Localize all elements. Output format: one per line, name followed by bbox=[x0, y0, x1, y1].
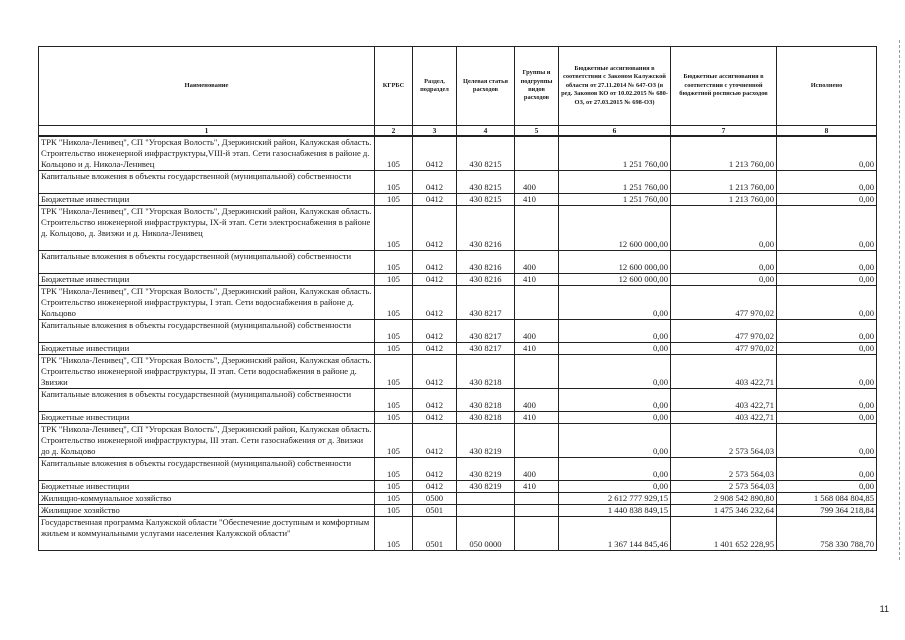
row-group bbox=[515, 505, 559, 517]
row-target: 430 8217 bbox=[457, 343, 515, 355]
row-target bbox=[457, 493, 515, 505]
row-section: 0412 bbox=[413, 481, 457, 493]
row-section: 0412 bbox=[413, 136, 457, 171]
row-section: 0412 bbox=[413, 171, 457, 194]
row-section: 0412 bbox=[413, 458, 457, 481]
row-kgrbs: 105 bbox=[375, 286, 413, 320]
row-assign-law: 1 251 760,00 bbox=[559, 194, 671, 206]
row-target: 430 8219 bbox=[457, 481, 515, 493]
row-kgrbs: 105 bbox=[375, 458, 413, 481]
row-assign-painting: 0,00 bbox=[671, 206, 777, 251]
table-row bbox=[39, 481, 877, 493]
table-row bbox=[39, 206, 877, 251]
row-assign-painting: 477 970,02 bbox=[671, 320, 777, 343]
row-target: 430 8216 bbox=[457, 206, 515, 251]
row-group: 400 bbox=[515, 251, 559, 274]
row-assign-painting: 403 422,71 bbox=[671, 355, 777, 389]
row-name: Капитальные вложения в объекты государственной (муниципальной) собственности bbox=[39, 320, 375, 343]
row-assign-painting: 0,00 bbox=[671, 251, 777, 274]
row-assign-painting: 477 970,02 bbox=[671, 343, 777, 355]
row-group: 400 bbox=[515, 171, 559, 194]
row-group: 410 bbox=[515, 343, 559, 355]
row-section: 0412 bbox=[413, 355, 457, 389]
row-kgrbs: 105 bbox=[375, 274, 413, 286]
row-assign-law: 12 600 000,00 bbox=[559, 206, 671, 251]
row-execution: 799 364 218,84 bbox=[777, 505, 877, 517]
row-name: Капитальные вложения в объекты государственной (муниципальной) собственности bbox=[39, 251, 375, 274]
row-group: 400 bbox=[515, 389, 559, 412]
row-assign-law: 0,00 bbox=[559, 481, 671, 493]
row-assign-law: 2 612 777 929,15 bbox=[559, 493, 671, 505]
row-name: Бюджетные инвестиции bbox=[39, 194, 375, 206]
row-execution: 0,00 bbox=[777, 171, 877, 194]
row-target: 430 8215 bbox=[457, 194, 515, 206]
column-number: 7 bbox=[671, 126, 777, 137]
scan-edge-mark bbox=[898, 40, 900, 560]
row-target: 050 0000 bbox=[457, 517, 515, 551]
row-execution: 0,00 bbox=[777, 424, 877, 458]
row-assign-law: 0,00 bbox=[559, 286, 671, 320]
table-row bbox=[39, 286, 877, 320]
row-target: 430 8216 bbox=[457, 274, 515, 286]
row-assign-law: 0,00 bbox=[559, 355, 671, 389]
table-row bbox=[39, 136, 877, 171]
row-kgrbs: 105 bbox=[375, 355, 413, 389]
col-header-assign-painting: Бюджетные ассигнования в соответствии с уточненной бюджетной росписью расходов bbox=[671, 47, 777, 126]
col-header-section: Раздел, подраздел bbox=[413, 47, 457, 126]
row-group: 410 bbox=[515, 194, 559, 206]
column-number: 1 bbox=[39, 126, 375, 137]
row-name: ТРК "Никола-Ленивец", СП "Угорская Волость", Дзержинский район, Калужская область. Строительство инженерной инфраструктуры, I этап. Сети водоснабжения в районе д. Кольцово bbox=[39, 286, 375, 320]
row-name: ТРК "Никола-Ленивец", СП "Угорская Волость", Дзержинский район, Калужская область. Строительство инженерной инфраструктуры, IX-й этап. Сети электроснабжения в районе д. Кольцово, д. Звизжи и д. Никола-Ленивец bbox=[39, 206, 375, 251]
row-assign-law: 0,00 bbox=[559, 458, 671, 481]
row-name: Государственная программа Калужской области "Обеспечение доступным и комфортным жильем и коммунальными услугами населения Калужской области" bbox=[39, 517, 375, 551]
row-execution: 0,00 bbox=[777, 481, 877, 493]
col-header-name: Наименование bbox=[39, 47, 375, 126]
row-execution: 0,00 bbox=[777, 389, 877, 412]
row-kgrbs: 105 bbox=[375, 194, 413, 206]
row-name: Бюджетные инвестиции bbox=[39, 343, 375, 355]
row-kgrbs: 105 bbox=[375, 424, 413, 458]
table-row bbox=[39, 343, 877, 355]
row-target: 430 8219 bbox=[457, 424, 515, 458]
row-target: 430 8217 bbox=[457, 320, 515, 343]
row-assign-painting: 2 908 542 890,80 bbox=[671, 493, 777, 505]
column-number: 6 bbox=[559, 126, 671, 137]
row-kgrbs: 105 bbox=[375, 320, 413, 343]
row-group bbox=[515, 355, 559, 389]
row-kgrbs: 105 bbox=[375, 481, 413, 493]
row-assign-painting: 477 970,02 bbox=[671, 286, 777, 320]
row-section: 0412 bbox=[413, 251, 457, 274]
row-execution: 0,00 bbox=[777, 206, 877, 251]
row-target: 430 8219 bbox=[457, 458, 515, 481]
row-group bbox=[515, 424, 559, 458]
row-execution: 758 330 788,70 bbox=[777, 517, 877, 551]
col-header-kgrbs: КГРБС bbox=[375, 47, 413, 126]
row-target: 430 8218 bbox=[457, 412, 515, 424]
row-assign-law: 12 600 000,00 bbox=[559, 274, 671, 286]
table-row bbox=[39, 389, 877, 412]
row-group bbox=[515, 206, 559, 251]
row-target: 430 8218 bbox=[457, 389, 515, 412]
row-group: 400 bbox=[515, 320, 559, 343]
row-kgrbs: 105 bbox=[375, 343, 413, 355]
row-assign-law: 0,00 bbox=[559, 412, 671, 424]
row-assign-law: 0,00 bbox=[559, 320, 671, 343]
row-kgrbs: 105 bbox=[375, 505, 413, 517]
row-assign-law: 1 440 838 849,15 bbox=[559, 505, 671, 517]
table-row bbox=[39, 274, 877, 286]
row-execution: 0,00 bbox=[777, 458, 877, 481]
column-number: 5 bbox=[515, 126, 559, 137]
table-row bbox=[39, 194, 877, 206]
row-assign-law: 1 367 144 845,46 bbox=[559, 517, 671, 551]
row-execution: 1 568 084 804,85 bbox=[777, 493, 877, 505]
row-name: ТРК "Никола-Ленивец", СП "Угорская Волость", Дзержинский район, Калужская область. Строительство инженерной инфраструктуры, III этап. Сети газоснабжения от д. Звизжи до д. Кольцово bbox=[39, 424, 375, 458]
row-section: 0412 bbox=[413, 343, 457, 355]
page-number: 11 bbox=[879, 604, 889, 614]
row-name: Бюджетные инвестиции bbox=[39, 274, 375, 286]
row-name: Капитальные вложения в объекты государственной (муниципальной) собственности bbox=[39, 389, 375, 412]
row-assign-painting: 0,00 bbox=[671, 274, 777, 286]
row-assign-painting: 2 573 564,03 bbox=[671, 458, 777, 481]
row-assign-law: 0,00 bbox=[559, 343, 671, 355]
table-row bbox=[39, 424, 877, 458]
row-name: Жилищное хозяйство bbox=[39, 505, 375, 517]
row-name: ТРК "Никола-Ленивец", СП "Угорская Волость", Дзержинский район, Калужская область. Строительство инженерной инфраструктуры, II этап. Сети водоснабжения в районе д. Звизжи bbox=[39, 355, 375, 389]
row-name: Бюджетные инвестиции bbox=[39, 481, 375, 493]
row-assign-painting: 2 573 564,03 bbox=[671, 424, 777, 458]
row-assign-painting: 1 213 760,00 bbox=[671, 194, 777, 206]
col-header-groups: Группы и подгруппы видов расходов bbox=[515, 47, 559, 126]
budget-table-sheet bbox=[38, 46, 876, 551]
row-section: 0412 bbox=[413, 194, 457, 206]
row-execution: 0,00 bbox=[777, 194, 877, 206]
header-row bbox=[39, 47, 877, 126]
row-section: 0412 bbox=[413, 412, 457, 424]
row-target: 430 8217 bbox=[457, 286, 515, 320]
row-assign-painting: 403 422,71 bbox=[671, 389, 777, 412]
row-assign-painting: 2 573 564,03 bbox=[671, 481, 777, 493]
row-execution: 0,00 bbox=[777, 355, 877, 389]
row-section: 0412 bbox=[413, 286, 457, 320]
row-section: 0412 bbox=[413, 389, 457, 412]
row-kgrbs: 105 bbox=[375, 517, 413, 551]
row-execution: 0,00 bbox=[777, 320, 877, 343]
row-section: 0412 bbox=[413, 274, 457, 286]
row-name: Капитальные вложения в объекты государственной (муниципальной) собственности bbox=[39, 171, 375, 194]
column-number-row bbox=[39, 126, 877, 137]
row-kgrbs: 105 bbox=[375, 412, 413, 424]
row-target: 430 8215 bbox=[457, 171, 515, 194]
table-row bbox=[39, 493, 877, 505]
row-execution: 0,00 bbox=[777, 286, 877, 320]
row-assign-law: 12 600 000,00 bbox=[559, 251, 671, 274]
row-kgrbs: 105 bbox=[375, 389, 413, 412]
row-kgrbs: 105 bbox=[375, 493, 413, 505]
row-kgrbs: 105 bbox=[375, 251, 413, 274]
row-assign-law: 1 251 760,00 bbox=[559, 171, 671, 194]
column-number: 4 bbox=[457, 126, 515, 137]
row-assign-painting: 403 422,71 bbox=[671, 412, 777, 424]
row-kgrbs: 105 bbox=[375, 171, 413, 194]
budget-table bbox=[38, 46, 877, 551]
row-target: 430 8218 bbox=[457, 355, 515, 389]
table-row bbox=[39, 517, 877, 551]
table-row bbox=[39, 458, 877, 481]
row-name: Бюджетные инвестиции bbox=[39, 412, 375, 424]
row-group: 410 bbox=[515, 481, 559, 493]
row-group bbox=[515, 517, 559, 551]
row-assign-painting: 1 401 652 228,95 bbox=[671, 517, 777, 551]
row-section: 0501 bbox=[413, 505, 457, 517]
row-target: 430 8215 bbox=[457, 136, 515, 171]
row-assign-law: 0,00 bbox=[559, 424, 671, 458]
column-number: 8 bbox=[777, 126, 877, 137]
table-row bbox=[39, 412, 877, 424]
row-group: 410 bbox=[515, 412, 559, 424]
row-assign-painting: 1 475 346 232,64 bbox=[671, 505, 777, 517]
table-row bbox=[39, 171, 877, 194]
row-assign-law: 0,00 bbox=[559, 389, 671, 412]
row-execution: 0,00 bbox=[777, 274, 877, 286]
column-number: 2 bbox=[375, 126, 413, 137]
row-execution: 0,00 bbox=[777, 136, 877, 171]
row-group bbox=[515, 136, 559, 171]
row-name: Жилищно-коммунальное хозяйство bbox=[39, 493, 375, 505]
col-header-target: Целевая статья расходов bbox=[457, 47, 515, 126]
row-execution: 0,00 bbox=[777, 412, 877, 424]
row-group bbox=[515, 493, 559, 505]
row-section: 0501 bbox=[413, 517, 457, 551]
row-target: 430 8216 bbox=[457, 251, 515, 274]
row-section: 0412 bbox=[413, 424, 457, 458]
row-assign-painting: 1 213 760,00 bbox=[671, 136, 777, 171]
col-header-execution: Исполнено bbox=[777, 47, 877, 126]
row-execution: 0,00 bbox=[777, 251, 877, 274]
row-section: 0500 bbox=[413, 493, 457, 505]
row-execution: 0,00 bbox=[777, 343, 877, 355]
table-row bbox=[39, 505, 877, 517]
row-group bbox=[515, 286, 559, 320]
row-kgrbs: 105 bbox=[375, 206, 413, 251]
row-name: Капитальные вложения в объекты государственной (муниципальной) собственности bbox=[39, 458, 375, 481]
column-number: 3 bbox=[413, 126, 457, 137]
row-section: 0412 bbox=[413, 320, 457, 343]
row-name: ТРК "Никола-Ленивец", СП "Угорская Волость", Дзержинский район, Калужская область. Строительство инженерной инфраструктуры,VIII-й этап. Сети газоснабжения в районе д. Кольцово и д. Никола-Ленивец bbox=[39, 136, 375, 171]
col-header-assign-law: Бюджетные ассигнования в соответствии с Законом Калужской области от 27.11.2014 № 647-ОЗ (в ред. Законов КО от 10.02.2015 № 680-ОЗ, от 27.03.2015 № 698-ОЗ) bbox=[559, 47, 671, 126]
row-target bbox=[457, 505, 515, 517]
row-assign-painting: 1 213 760,00 bbox=[671, 171, 777, 194]
row-section: 0412 bbox=[413, 206, 457, 251]
row-group: 400 bbox=[515, 458, 559, 481]
table-row bbox=[39, 251, 877, 274]
row-assign-law: 1 251 760,00 bbox=[559, 136, 671, 171]
row-group: 410 bbox=[515, 274, 559, 286]
row-kgrbs: 105 bbox=[375, 136, 413, 171]
table-row bbox=[39, 320, 877, 343]
table-row bbox=[39, 355, 877, 389]
